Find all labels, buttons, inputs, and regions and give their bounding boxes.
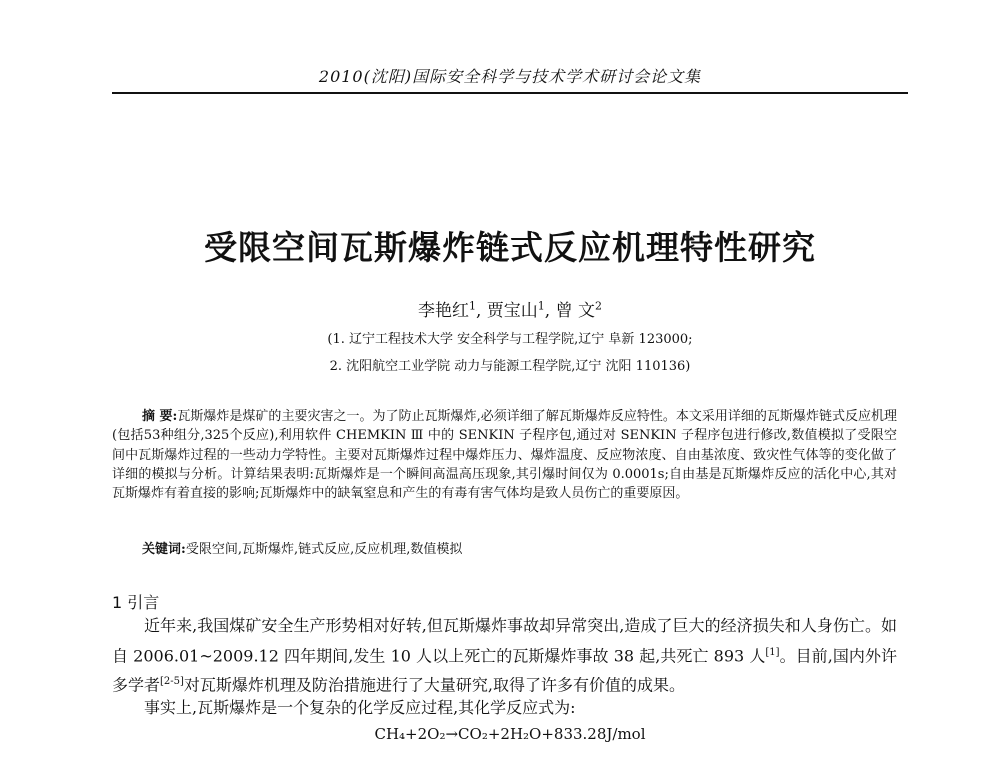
running-header: 2010(沈阳)国际安全科学与技术学术研讨会论文集 <box>318 67 702 86</box>
reaction-equation: CH₄+2O₂→CO₂+2H₂O+833.28J/mol <box>374 725 646 743</box>
abstract-text: 瓦斯爆炸是煤矿的主要灾害之一。为了防止瓦斯爆炸,必须详细了解瓦斯爆炸反应特性。本文采用详细的瓦斯爆炸链式反应机理(包括53种组分,325个反应),利用软件 CHEMKIN Ⅲ 中的 SENKIN 子程序包,通过对 SENKIN 子程序包进行修改,数值模拟了受限空间中瓦斯爆炸过程的一些动力学特性。主要对瓦斯爆炸过程中爆炸压力、爆炸温度、反应物浓度、自由基浓度、致灾性气体等的变化做了详细的模拟与分析。计算结果表明:瓦斯爆炸是一个瞬间高温高压现象,其引爆时间仅为 0.0001s;自由基是瓦斯爆炸反应的活化中心,其对瓦斯爆炸有着直接的影响;瓦斯爆炸中的缺氧窒息和产生的有毒有害气体均是致人员伤亡的重要原因。 <box>112 409 897 502</box>
author-affil-mark: 2 <box>595 299 603 313</box>
author-list: 李艳红$^1$, 贾宝山$^1$, 曾 文$^2$ <box>417 299 603 321</box>
author-name: 李艳红 <box>417 301 469 321</box>
header-rule <box>112 92 908 94</box>
citation-1[interactable]: [1] <box>765 646 780 658</box>
citation-2[interactable]: [2-5] <box>160 676 184 688</box>
intro-text-c: 对瓦斯爆炸机理及防治措施进行了大量研究,取得了许多有价值的成果。 <box>183 675 686 695</box>
intro-text-b: 。目前,国内外许多学者 <box>112 645 897 695</box>
abstract-label: 摘 要: <box>142 409 178 424</box>
reaction-intro-paragraph: 事实上,瓦斯爆炸是一个复杂的化学反应过程,其化学反应式为: <box>144 698 576 717</box>
author-name: 贾宝山 <box>486 301 538 321</box>
affiliation-2: 2. 沈阳航空工业学院 动力与能源工程学院,辽宁 沈阳 110136) <box>329 359 691 374</box>
author-affil-mark: 1 <box>468 299 476 313</box>
affiliation-1: (1. 辽宁工程技术大学 安全科学与工程学院,辽宁 阜新 123000; <box>327 332 693 347</box>
author-name: 曾 文 <box>555 301 596 321</box>
section-heading: 1 引言 <box>112 593 160 612</box>
keywords <box>142 538 902 557</box>
keywords-text: 受限空间,瓦斯爆炸,链式反应,反应机理,数值模拟 <box>185 542 463 557</box>
keywords-label: 关键词: <box>142 542 186 557</box>
author-affil-mark: 1 <box>537 299 545 313</box>
paper-title: 受限空间瓦斯爆炸链式反应机理特性研究 <box>204 228 816 267</box>
abstract <box>112 407 897 503</box>
intro-text-a: 近年来,我国煤矿安全生产形势相对好转,但瓦斯爆炸事故却异常突出,造成了巨大的经济损失和人身伤亡。如自 2006.01~2009.12 四年期间,发生 10 人以上死亡的瓦斯爆炸事故 38 起,共死亡 893 人 <box>112 616 897 665</box>
intro-paragraph <box>112 613 897 699</box>
